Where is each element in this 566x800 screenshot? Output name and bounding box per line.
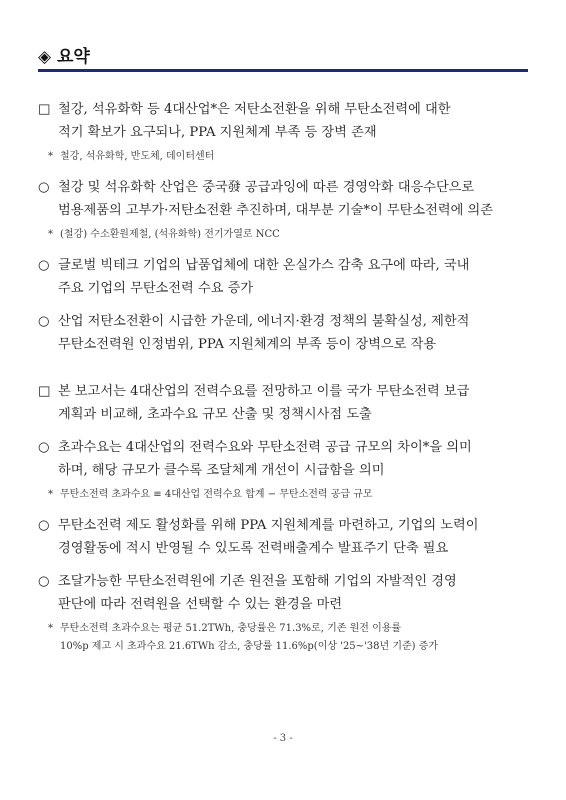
- text-line: 조달가능한 무탄소전력원에 기존 원전을 포함해 기업의 자발적인 경영: [58, 574, 457, 589]
- item-text: [58, 570, 528, 616]
- text-line: 무탄소전력 제도 활성화를 위해 PPA 지원체계를 마련하고, 기업의 노력이: [58, 518, 479, 533]
- circle-bullet-icon: ○: [38, 314, 50, 329]
- item-text: [58, 380, 528, 426]
- text-line: 글로벌 빅테크 기업의 납품업체에 대한 온실가스 감축 요구에 따라, 국내: [58, 258, 470, 273]
- circle-bullet-icon: ○: [38, 440, 50, 455]
- header-rule: [38, 69, 528, 72]
- footnote-mark: *: [48, 229, 53, 240]
- text-line: 산업 저탄소전환이 시급한 가운데, 에너지·환경 정책의 불확실성, 제한적: [58, 314, 470, 329]
- text-line: 무탄소전력 초과수요 ≡ 4대산업 전력수요 합계 − 무탄소전력 공급 규모: [60, 489, 373, 500]
- main-point: [38, 380, 528, 426]
- item-text: [60, 148, 528, 166]
- text-line: 철강, 석유화학 등 4대산업*은 저탄소전환을 위해 무탄소전력에 대한: [58, 102, 451, 117]
- sub-point: [38, 176, 528, 222]
- text-line: 철강 및 석유화학 산업은 중국發 공급과잉에 따른 경영악화 대응수단으로: [58, 180, 475, 195]
- footnote: [38, 486, 528, 504]
- summary-content: [38, 88, 528, 656]
- footnote-mark: *: [48, 489, 53, 500]
- text-line: (철강) 수소환원제철, (석유화학) 전기가열로 NCC: [60, 229, 280, 240]
- item-text: [60, 486, 528, 504]
- text-line: 주요 기업의 무탄소전력 수요 증가: [58, 281, 254, 296]
- footnote-mark: *: [48, 151, 53, 162]
- item-text: [58, 436, 528, 482]
- circle-bullet-icon: ○: [38, 518, 50, 533]
- sub-point: [38, 310, 528, 356]
- sub-point: [38, 514, 528, 560]
- item-text: [58, 98, 528, 144]
- text-line: 경영활동에 적시 반영될 수 있도록 전력배출계수 발표주기 단축 필요: [58, 541, 449, 556]
- text-line: 판단에 따라 전력원을 선택할 수 있는 환경을 마련: [58, 597, 343, 612]
- item-text: [60, 226, 528, 244]
- text-line: 적기 확보가 요구되나, PPA 지원체계 부족 등 장벽 존재: [58, 125, 377, 140]
- text-line: 무탄소전력원 인정범위, PPA 지원체계의 부족 등이 장벽으로 작용: [58, 337, 437, 352]
- item-text: [58, 176, 528, 222]
- main-point: [38, 98, 528, 144]
- text-line: 계획과 비교해, 초과수요 규모 산출 및 정책시사점 도출: [58, 407, 372, 422]
- footnote: [38, 226, 528, 244]
- item-text: [58, 310, 528, 356]
- square-bullet-icon: □: [38, 102, 51, 117]
- sub-point: [38, 254, 528, 300]
- sub-point: [38, 570, 528, 616]
- item-text: [58, 254, 528, 300]
- text-line: 본 보고서는 4대산업의 전력수요를 전망하고 이를 국가 무탄소전력 보급: [58, 384, 470, 399]
- text-line: 철강, 석유화학, 반도체, 데이터센터: [60, 151, 215, 162]
- footnote-mark: *: [48, 623, 53, 634]
- section-gap: [38, 356, 528, 370]
- square-bullet-icon: □: [38, 384, 51, 399]
- text-line: 범용제품의 고부가·저탄소전환 추진하며, 대부분 기술*이 무탄소전력에 의존: [58, 203, 494, 218]
- item-text: [60, 620, 528, 656]
- text-line: 초과수요는 4대산업의 전력수요와 무탄소전력 공급 규모의 차이*을 의미: [58, 440, 472, 455]
- circle-bullet-icon: ○: [38, 574, 50, 589]
- sub-point: [38, 436, 528, 482]
- page-number: - 3 -: [273, 733, 293, 744]
- footnote: [38, 620, 528, 656]
- text-line: 10%p 제고 시 초과수요 21.6TWh 감소, 충당률 11.6%p(이상 '25~'38년 기준) 증가: [60, 641, 439, 652]
- text-line: 무탄소전력 초과수요는 평균 51.2TWh, 충당률은 71.3%로, 기존 원전 이용률: [60, 623, 402, 634]
- text-line: 하며, 해당 규모가 클수록 조달체계 개선이 시급함을 의미: [58, 463, 385, 478]
- item-text: [58, 514, 528, 560]
- footnote: [38, 148, 528, 166]
- circle-bullet-icon: ○: [38, 258, 50, 273]
- section-title: ◈ 요약: [38, 47, 90, 67]
- circle-bullet-icon: ○: [38, 180, 50, 195]
